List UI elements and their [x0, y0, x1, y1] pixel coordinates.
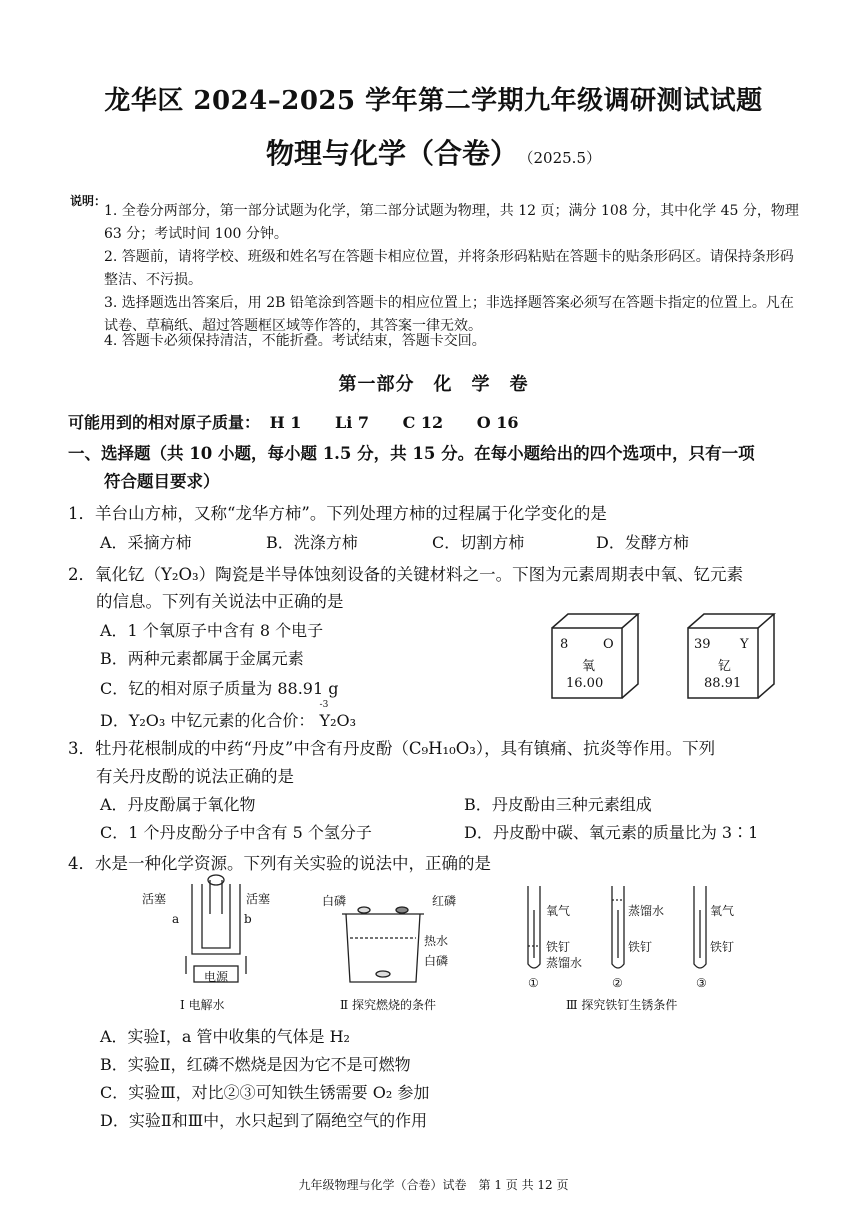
- fig2-caption: Ⅱ 探究燃烧的条件: [340, 998, 436, 1012]
- q2-stem: 2．氧化钇（Y₂O₃）陶瓷是半导体蚀刻设备的关键材料之一。下图为元素周期表中氧、钇元素: [68, 565, 744, 584]
- fig3-t1-gas: 氧气: [546, 904, 571, 918]
- subtitle-text: 物理与化学（合卷）: [265, 137, 518, 170]
- q2-option-d-text: D．Y₂O₃ 中钇元素的化合价：: [100, 711, 315, 730]
- fig3-t3-gas: 氧气: [710, 904, 735, 918]
- q4-option-d: D．实验Ⅱ和Ⅲ中，水只起到了隔绝空气的作用: [100, 1111, 428, 1130]
- note-item-4: 4. 答题卡必须保持清洁，不能折叠。考试结束，答题卡交回。: [104, 333, 486, 349]
- q4-option-b: B．实验Ⅱ，红磷不燃烧是因为它不是可燃物: [100, 1055, 411, 1074]
- q3-option-b: B．丹皮酚由三种元素组成: [464, 795, 652, 814]
- part1-heading: 一、选择题（共 10 小题，每小题 1.5 分，共 15 分。在每小题给出的四个选项中，只有一项: [68, 444, 755, 463]
- q3-stem-cont: 有关丹皮酚的说法正确的是: [96, 767, 294, 786]
- exam-subtitle: [0, 132, 867, 172]
- fig2-white-p-top: 白磷: [322, 894, 347, 908]
- section-title: 第一部分 化 学 卷: [338, 374, 529, 395]
- exam-date: （2025.5）: [526, 149, 601, 167]
- atomic-mass-o: O 16: [476, 413, 519, 432]
- q3-option-a: A．丹皮酚属于氧化物: [100, 795, 256, 814]
- yttrium-number: 39: [694, 637, 711, 652]
- combustion-apparatus: [338, 894, 428, 986]
- notes-heading: 说明：: [70, 194, 107, 208]
- oxygen-symbol: O: [603, 637, 614, 652]
- part1-heading-cont: 符合题目要求）: [104, 472, 220, 491]
- atomic-mass-li: Li 7: [335, 413, 370, 432]
- yttrium-name: 钇: [718, 659, 732, 674]
- atomic-mass-line: [68, 410, 547, 433]
- q2-option-a: A．1 个氧原子中含有 8 个电子: [100, 621, 324, 640]
- q1-option-c: C．切割方柿: [432, 533, 525, 552]
- q2-option-b: B．两种元素都属于金属元素: [100, 649, 304, 668]
- yttrium-mass: 88.91: [704, 676, 742, 691]
- fig1-valve-right: 活塞: [246, 892, 271, 906]
- oxygen-name: 氧: [582, 659, 596, 674]
- fig1-caption: Ⅰ 电解水: [180, 998, 225, 1012]
- fig1-valve-left: 活塞: [142, 892, 167, 906]
- q4-option-a: A．实验Ⅰ，a 管中收集的气体是 H₂: [100, 1027, 350, 1046]
- fig1-power: 电源: [204, 970, 229, 984]
- q3-option-c: C．1 个丹皮酚分子中含有 5 个氢分子: [100, 823, 372, 842]
- q1-stem: 1．羊台山方柿，又称“龙华方柿”。下列处理方柿的过程属于化学变化的是: [68, 504, 607, 523]
- q4-option-c: C．实验Ⅲ，对比②③可知铁生锈需要 O₂ 参加: [100, 1083, 430, 1102]
- q2-option-d-formula-wrap: [319, 700, 357, 730]
- note-item-3: 3. 选择题选出答案后，用 2B 铅笔涂到答题卡的相应位置上；非选择题答案必须写在答题卡指定的位置上。凡在试卷、草稿纸、超过答题框区域等作答的，其答案一律无效。: [104, 295, 794, 334]
- fig3-label-2: ②: [612, 976, 623, 990]
- fig3-label-3: ③: [696, 976, 707, 990]
- oxygen-number: 8: [560, 637, 569, 652]
- fig3-t1-nail: 铁钉: [546, 940, 571, 954]
- q2-stem-cont: 的信息。下列有关说法中正确的是: [96, 592, 344, 611]
- valence-mark: -3: [319, 700, 329, 710]
- q1-option-d: D．发酵方柿: [596, 533, 689, 552]
- q1-option-b: B．洗涤方柿: [266, 533, 358, 552]
- atomic-mass-c: C 12: [402, 413, 444, 432]
- oxygen-mass: 16.00: [566, 676, 604, 691]
- fig3-label-1: ①: [528, 976, 539, 990]
- exam-title: 龙华区 2024–2025 学年第二学期九年级调研测试试题: [104, 86, 763, 116]
- fig3-t2-nail: 铁钉: [628, 940, 653, 954]
- fig3-t3-nail: 铁钉: [710, 940, 735, 954]
- page-footer: 九年级物理与化学（合卷）试卷 第 1 页 共 12 页: [298, 1178, 569, 1192]
- atomic-mass-h: H 1: [269, 413, 302, 432]
- q4-stem: 4．水是一种化学资源。下列有关实验的说法中，正确的是: [68, 854, 491, 873]
- q2-option-c: C．钇的相对原子质量为 88.91 g: [100, 679, 339, 698]
- fig2-white-p-bottom: 白磷: [424, 954, 449, 968]
- fig3-caption: Ⅲ 探究铁钉生锈条件: [566, 998, 678, 1012]
- note-item-2: 2. 答题前，请将学校、班级和姓名写在答题卡相应位置，并将条形码粘贴在答题卡的贴条形码区。请保持条形码整洁、不污损。: [104, 249, 794, 288]
- q2-option-d: [100, 700, 357, 731]
- note-item-1: 1. 全卷分两部分，第一部分试题为化学，第二部分试题为物理，共 12 页；满分 108 分，其中化学 45 分，物理 63 分；考试时间 100 分钟。: [104, 203, 799, 242]
- q3-option-d: D．丹皮酚中碳、氧元素的质量比为 3∶1: [464, 823, 759, 842]
- fig3-t1-water: 蒸馏水: [546, 956, 583, 970]
- fig2-red-p: 红磷: [432, 894, 457, 908]
- q2-option-d-formula: Y₂O₃: [319, 711, 357, 730]
- atomic-mass-label: 可能用到的相对原子质量：: [68, 413, 261, 432]
- q3-stem: 3．牡丹花根制成的中药“丹皮”中含有丹皮酚（C₉H₁₀O₃），具有镇痛、抗炎等作用。下列: [68, 739, 716, 758]
- fig2-hot-water: 热水: [424, 934, 449, 948]
- fig1-tube-a: a: [172, 912, 180, 926]
- fig1-tube-b: b: [244, 912, 252, 926]
- q1-option-a: A．采摘方柿: [100, 533, 192, 552]
- fig3-t2-water: 蒸馏水: [628, 904, 665, 918]
- yttrium-symbol: Y: [740, 637, 749, 652]
